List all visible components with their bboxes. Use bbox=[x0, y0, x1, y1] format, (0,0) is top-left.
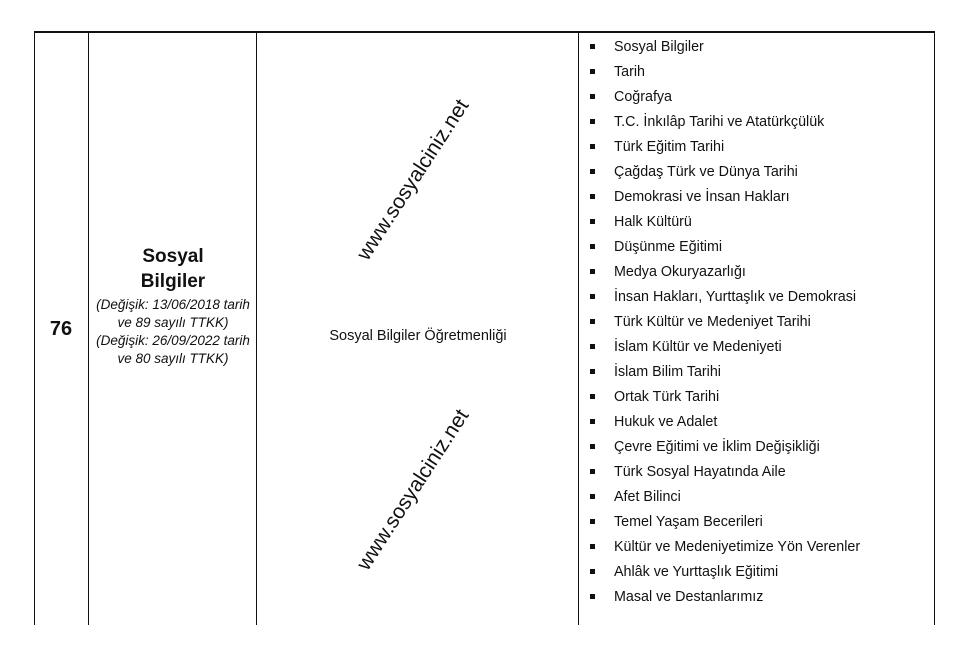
list-item bbox=[580, 137, 860, 162]
bullet-icon bbox=[590, 44, 595, 49]
bullet-icon bbox=[590, 169, 595, 174]
course-label: Ortak Türk Tarihi bbox=[614, 389, 720, 405]
course-label: Medya Okuryazarlığı bbox=[614, 264, 746, 280]
bullet-icon bbox=[590, 319, 595, 324]
bullet-icon bbox=[590, 69, 595, 74]
list-item bbox=[580, 462, 860, 487]
course-label: Türk Eğitim Tarihi bbox=[614, 139, 725, 155]
list-item bbox=[580, 212, 860, 237]
course-label: İslam Kültür ve Medeniyeti bbox=[614, 339, 782, 355]
course-label: Afet Bilinci bbox=[614, 489, 681, 505]
list-item bbox=[580, 512, 860, 537]
list-item bbox=[580, 262, 860, 287]
course-label: Türk Kültür ve Medeniyet Tarihi bbox=[614, 314, 811, 330]
bullet-icon bbox=[590, 594, 595, 599]
bullet-icon bbox=[590, 444, 595, 449]
bullet-icon bbox=[590, 94, 595, 99]
list-item bbox=[580, 337, 860, 362]
watermark: www.sosyalciniz.net bbox=[352, 95, 474, 265]
subject-area-title bbox=[90, 244, 256, 294]
table-top-rule bbox=[34, 31, 934, 33]
bullet-icon bbox=[590, 269, 595, 274]
bullet-icon bbox=[590, 469, 595, 474]
course-label: İslam Bilim Tarihi bbox=[614, 364, 721, 380]
course-list bbox=[580, 37, 860, 612]
list-item bbox=[580, 187, 860, 212]
watermark: www.sosyalciniz.net bbox=[352, 405, 474, 575]
course-label: Kültür ve Medeniyetimize Yön Verenler bbox=[614, 539, 861, 555]
change-note-2: (Değişik: 26/09/2022 tarih ve 80 sayılı TTKK) bbox=[96, 333, 250, 366]
list-item bbox=[580, 112, 860, 137]
list-item bbox=[580, 412, 860, 437]
course-label: T.C. İnkılâp Tarihi ve Atatürkçülük bbox=[614, 114, 825, 130]
course-label: Ahlâk ve Yurttaşlık Eğitimi bbox=[614, 564, 779, 580]
bullet-icon bbox=[590, 519, 595, 524]
course-label: Temel Yaşam Becerileri bbox=[614, 514, 763, 530]
bullet-icon bbox=[590, 144, 595, 149]
list-item bbox=[580, 312, 860, 337]
bullet-icon bbox=[590, 494, 595, 499]
column-divider bbox=[934, 31, 935, 625]
column-divider bbox=[578, 31, 579, 625]
list-item bbox=[580, 487, 860, 512]
column-divider bbox=[256, 31, 257, 625]
teacher-field: Sosyal Bilgiler Öğretmenliği bbox=[329, 328, 507, 344]
list-item bbox=[580, 362, 860, 387]
list-item bbox=[580, 562, 860, 587]
subject-area-title-line1: Sosyal bbox=[142, 246, 204, 267]
subject-area-title-line2: Bilgiler bbox=[140, 271, 206, 292]
list-item bbox=[580, 537, 860, 562]
course-label: Düşünme Eğitimi bbox=[614, 239, 723, 255]
bullet-icon bbox=[590, 569, 595, 574]
course-label: Türk Sosyal Hayatında Aile bbox=[614, 464, 786, 480]
list-item bbox=[580, 587, 860, 612]
list-item bbox=[580, 437, 860, 462]
course-label: İnsan Hakları, Yurttaşlık ve Demokrasi bbox=[614, 289, 857, 305]
column-divider bbox=[34, 31, 35, 625]
list-item bbox=[580, 37, 860, 62]
bullet-icon bbox=[590, 294, 595, 299]
list-item bbox=[580, 162, 860, 187]
subject-area-cell bbox=[90, 244, 256, 368]
list-item bbox=[580, 387, 860, 412]
bullet-icon bbox=[590, 219, 595, 224]
list-item bbox=[580, 287, 860, 312]
course-label: Çağdaş Türk ve Dünya Tarihi bbox=[614, 164, 798, 180]
course-label: Demokrasi ve İnsan Hakları bbox=[614, 189, 790, 205]
course-label: Hukuk ve Adalet bbox=[614, 414, 718, 430]
bullet-icon bbox=[590, 244, 595, 249]
bullet-icon bbox=[590, 194, 595, 199]
row-number: 76 bbox=[49, 318, 73, 340]
course-label: Sosyal Bilgiler bbox=[614, 39, 704, 55]
list-item bbox=[580, 237, 860, 262]
course-label: Masal ve Destanlarımız bbox=[614, 589, 764, 605]
bullet-icon bbox=[590, 119, 595, 124]
list-item bbox=[580, 62, 860, 87]
course-label: Çevre Eğitimi ve İklim Değişikliği bbox=[614, 439, 820, 455]
bullet-icon bbox=[590, 419, 595, 424]
change-note-1: (Değişik: 13/06/2018 tarih ve 89 sayılı TTKK) bbox=[96, 297, 250, 330]
bullet-icon bbox=[590, 544, 595, 549]
course-label: Tarih bbox=[614, 64, 645, 80]
course-label: Halk Kültürü bbox=[614, 214, 692, 230]
bullet-icon bbox=[590, 394, 595, 399]
list-item bbox=[580, 87, 860, 112]
bullet-icon bbox=[590, 369, 595, 374]
bullet-icon bbox=[590, 344, 595, 349]
column-divider bbox=[88, 31, 89, 625]
course-label: Coğrafya bbox=[614, 89, 673, 105]
